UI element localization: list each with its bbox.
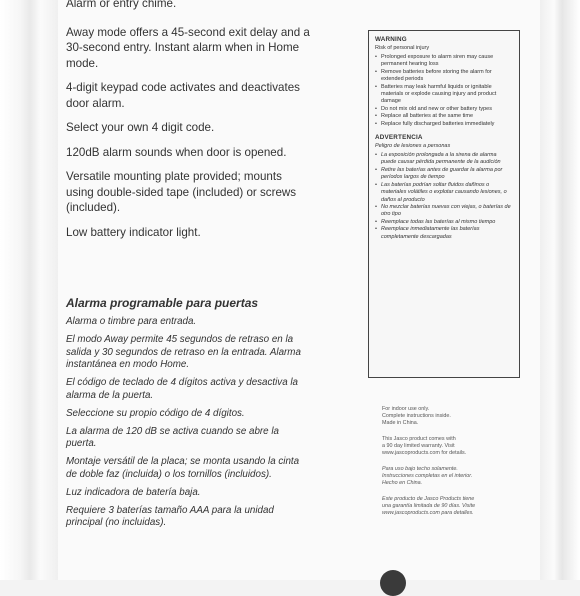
small-print-en-warranty bbox=[382, 436, 517, 457]
small-print-line: Este producto de Jasco Products tiene bbox=[382, 496, 475, 502]
small-print bbox=[382, 406, 517, 526]
warning-heading: WARNING bbox=[375, 36, 407, 43]
small-print-line: Para uso bajo techo solamente. bbox=[382, 466, 458, 472]
advertencia-sub: Peligro de lesiones a personas bbox=[375, 143, 451, 150]
warning-item: • Replace all batteries at the same time bbox=[375, 113, 513, 120]
es-feature-low-battery: Luz indicadora de batería baja. bbox=[66, 486, 201, 498]
small-print-line: una garantía limitada de 90 días. Visite bbox=[382, 503, 476, 509]
advertencia-item: • No mezclar baterías nuevas con viejas, o baterías de otro tipo bbox=[375, 204, 513, 219]
spanish-title: Alarma programable para puertas bbox=[66, 296, 259, 310]
advertencia-section bbox=[375, 134, 513, 241]
advertencia-item: • Reemplace todas las baterías al mismo tiempo bbox=[375, 219, 513, 226]
small-print-line: www.jascoproducts.com for details. bbox=[382, 450, 467, 456]
small-print-line: Instrucciones completas en el interior. bbox=[382, 473, 473, 479]
advertencia-item: • La exposición prolongada a la sirena de alarma puede causar pérdida permanente de la audición bbox=[375, 152, 513, 167]
es-feature-mounting: Montaje versátil de la placa; se monta usando la cinta de doble faz (incluida) o los tornillos (incluidos). bbox=[66, 456, 300, 480]
package-frame-right bbox=[540, 0, 580, 580]
small-print-line: Complete instructions inside. bbox=[382, 413, 451, 419]
small-print-line: For indoor use only. bbox=[382, 406, 430, 412]
es-feature-120db: La alarma de 120 dB se activa cuando se abre la puerta. bbox=[66, 425, 279, 450]
warning-item: • Do not mix old and new or other battery types bbox=[375, 106, 513, 113]
english-features bbox=[66, 0, 311, 240]
warning-box bbox=[368, 30, 520, 378]
feature-chime: Alarm or entry chime. bbox=[66, 0, 177, 10]
small-print-line: This Jasco product comes with bbox=[382, 436, 456, 442]
feature-low-battery: Low battery indicator light. bbox=[66, 225, 201, 239]
es-feature-batteries: Requiere 3 baterías tamaño AAA para la unidad principal (no incluidas). bbox=[66, 504, 274, 529]
feature-away-mode: Away mode offers a 45-second exit delay and a 30-second entry. Instant alarm when in Home mode. bbox=[66, 25, 310, 70]
small-print-line: a 90 day limited warranty. Visit bbox=[382, 443, 455, 449]
brand-logo-icon bbox=[380, 570, 406, 596]
advertencia-list bbox=[375, 152, 513, 241]
package-frame-left bbox=[0, 0, 58, 580]
small-print-line: Hecho en China. bbox=[382, 480, 423, 486]
advertencia-heading: ADVERTENCIA bbox=[375, 134, 423, 142]
warning-list bbox=[375, 54, 513, 128]
es-feature-keypad: El código de teclado de 4 dígitos activa y desactiva la alarma de la puerta. bbox=[66, 377, 299, 401]
feature-mounting: Versatile mounting plate provided; mounts using double-sided tape (included) or screws (included). bbox=[66, 170, 297, 214]
warning-item: • Prolonged exposure to alarm siren may cause permanent hearing loss bbox=[375, 54, 513, 69]
advertencia-item: • Retire las baterías antes de guardar la alarma por períodos largos de tiempo bbox=[375, 167, 513, 182]
warning-section bbox=[375, 36, 513, 128]
small-print-es-warranty bbox=[382, 496, 517, 517]
warning-item: • Remove batteries before storing the alarm for extended periods bbox=[375, 69, 513, 84]
warning-sub: Risk of personal injury bbox=[375, 45, 430, 51]
feature-120db: 120dB alarm sounds when door is opened. bbox=[66, 145, 287, 159]
feature-keypad: 4-digit keypad code activates and deactivates door alarm. bbox=[66, 81, 300, 110]
es-feature-code: Seleccione su propio código de 4 dígitos. bbox=[66, 407, 245, 419]
es-feature-away-mode: El modo Away permite 45 segundos de retraso en la salida y 30 segundos de retraso en la entrada. Alarma instantánea en modo Home. bbox=[66, 333, 301, 371]
warning-item: • Batteries may leak harmful liquids or ignitable materials or explode causing injury and product damage bbox=[375, 84, 513, 106]
feature-code: Select your own 4 digit code. bbox=[66, 121, 215, 134]
spanish-features bbox=[66, 296, 306, 535]
advertencia-item: • Reemplace inmediatamente las baterías completamente descargadas bbox=[375, 226, 513, 241]
advertencia-item: • Las baterías podrían soltar fluidos dañinos o materiales volátiles o explotar causando lesiones, o daños al producto bbox=[375, 182, 513, 204]
es-feature-chime: Alarma o timbre para entrada. bbox=[66, 316, 197, 327]
small-print-line: Made in China. bbox=[382, 420, 419, 426]
small-print-line: www.jascoproducts.com para detalles. bbox=[382, 510, 474, 516]
warning-item: • Replace fully discharged batteries immediately bbox=[375, 121, 513, 128]
small-print-es-usage bbox=[382, 466, 517, 487]
small-print-en-usage bbox=[382, 406, 517, 427]
